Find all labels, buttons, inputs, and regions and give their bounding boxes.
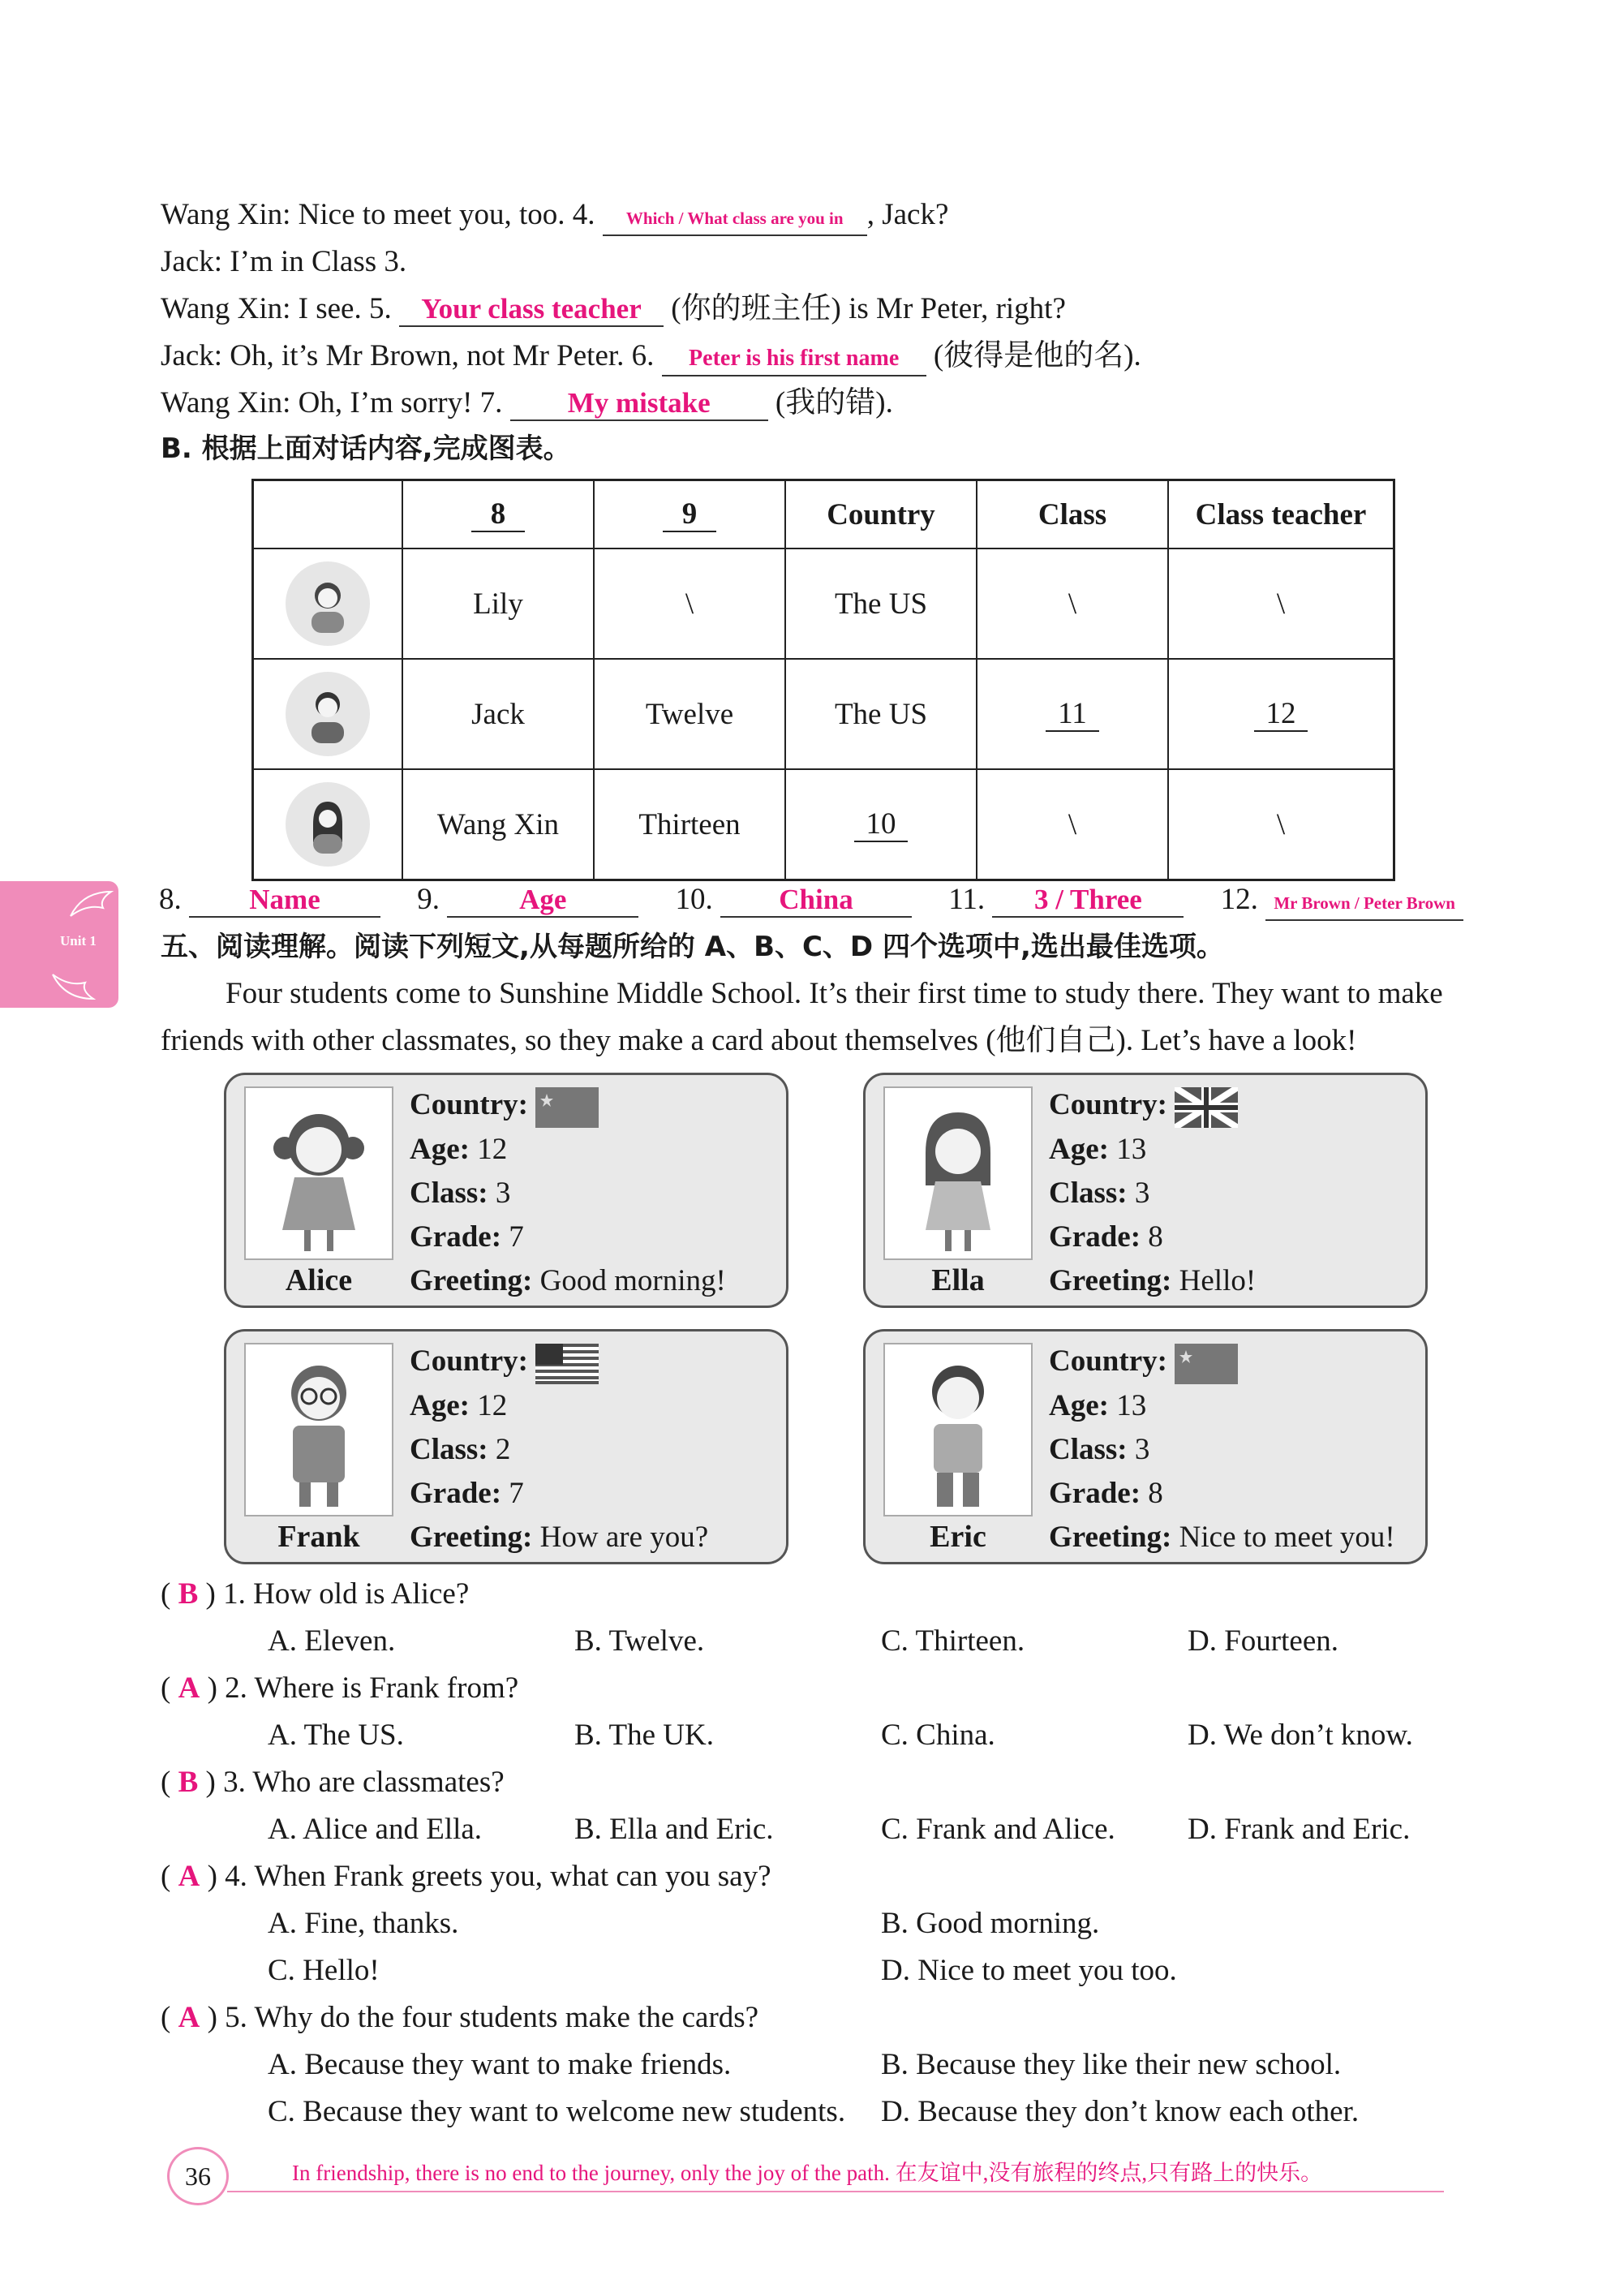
option: A. Alice and Ella.: [268, 1813, 483, 1846]
card-greeting: Nice to meet you!: [1179, 1520, 1395, 1554]
option: C. Because they want to welcome new students.: [268, 2095, 846, 2128]
option: D. Because they don’t know each other.: [881, 2095, 1360, 2128]
cell-teacher: \: [1168, 769, 1394, 880]
option: D. Fourteen.: [1188, 1624, 1338, 1658]
card-grade: 8: [1148, 1476, 1163, 1510]
option: C. China.: [881, 1719, 995, 1752]
blank-11: 11: [1046, 698, 1099, 732]
option: C. Thirteen.: [881, 1624, 1025, 1658]
card-name: Alice: [285, 1263, 353, 1297]
answer-10: China: [720, 884, 912, 918]
card-age: 12: [477, 1132, 508, 1166]
answer-12: Mr Brown / Peter Brown: [1265, 887, 1463, 921]
answer-7: My mistake: [510, 387, 768, 421]
student-card-ella: Ella Country: Age: 13 Class: 3 Grade: 8 Greeting: Hello!: [863, 1073, 1428, 1308]
table-header-row: [253, 480, 1394, 549]
question-3: ( B ) 3. Who are classmates?: [161, 1766, 505, 1799]
card-class: 2: [495, 1432, 511, 1466]
option: C. Frank and Alice.: [881, 1813, 1115, 1846]
info-table: [251, 479, 1395, 881]
wing-icon: [49, 970, 97, 1003]
option: D. Frank and Eric.: [1188, 1813, 1411, 1846]
cell-class: \: [977, 769, 1168, 880]
cell-country: The US: [785, 659, 977, 769]
card-class: 3: [1134, 1176, 1150, 1210]
answer-8: Name: [189, 884, 380, 918]
option: A. The US.: [268, 1719, 404, 1752]
option: B. Because they like their new school.: [881, 2048, 1342, 2081]
card-greeting: How are you?: [539, 1520, 709, 1554]
cell-name: Jack: [402, 659, 594, 769]
dialogue-line-4: Wang Xin: Nice to meet you, too. 4. Which / What class are you in , Jack?: [161, 195, 948, 236]
alice-picture-icon: [244, 1086, 393, 1260]
card-grade: 7: [509, 1220, 524, 1254]
cell-class: \: [977, 548, 1168, 659]
page-number: 36: [167, 2147, 229, 2205]
option: A. Eleven.: [268, 1624, 396, 1658]
card-grade: 7: [509, 1476, 524, 1510]
blank-12: 12: [1254, 698, 1308, 732]
dialogue-line-jack-class: Jack: I’m in Class 3.: [161, 245, 407, 278]
dialogue-line-5: Wang Xin: I see. 5. Your class teacher (你的班主任) is Mr Peter, right?: [161, 292, 1066, 325]
card-class: 3: [1134, 1432, 1150, 1466]
question-5: ( A ) 5. Why do the four students make the cards?: [161, 2001, 759, 2034]
unit-label: Unit 1: [60, 933, 97, 949]
header-class: Class: [977, 480, 1168, 549]
wing-icon: [67, 888, 115, 920]
answer-9: Age: [447, 884, 638, 918]
header-country: Country: [785, 480, 977, 549]
frank-picture-icon: [244, 1343, 393, 1516]
header-8: 8: [471, 498, 525, 532]
option: D. We don’t know.: [1188, 1719, 1413, 1752]
card-greeting: Good morning!: [539, 1263, 726, 1297]
answers-row: 8. Name 9. Age 10. China 11. 3 / Three 12. Mr Brown / Peter Brown: [159, 880, 1463, 921]
header-blank: [253, 480, 403, 549]
option: C. Hello!: [268, 1954, 380, 1987]
girl-avatar-icon: [286, 561, 370, 646]
cell-age: Thirteen: [594, 769, 785, 880]
answer-6: Peter is his first name: [662, 342, 926, 376]
card-greeting: Hello!: [1179, 1263, 1257, 1297]
china-flag-icon: [535, 1087, 599, 1128]
card-name: Ella: [931, 1263, 985, 1297]
table-row: [253, 659, 1394, 769]
option: B. The UK.: [574, 1719, 714, 1752]
card-name: Eric: [930, 1520, 986, 1554]
section-5-title: 五、阅读理解。阅读下列短文,从每题所给的 A、B、C、D 四个选项中,选出最佳选项。: [161, 931, 1224, 963]
student-card-frank: Frank Country: Age: 12 Class: 2 Grade: 7 Greeting: How are you?: [224, 1329, 788, 1564]
card-age: 13: [1116, 1388, 1147, 1422]
card-age: 13: [1116, 1132, 1147, 1166]
footer-quote: In friendship, there is no end to the journey, only the joy of the path. 在友谊中,没有旅程的终点,只有路上的快乐。: [292, 2161, 1323, 2185]
cell-teacher: \: [1168, 548, 1394, 659]
cell-age: \: [594, 548, 785, 659]
card-name: Frank: [277, 1520, 360, 1554]
china-flag-icon: [1175, 1344, 1238, 1384]
option: B. Good morning.: [881, 1907, 1100, 1940]
unit-side-tab: [0, 881, 118, 1008]
card-age: 12: [477, 1388, 508, 1422]
question-2: ( A ) 2. Where is Frank from?: [161, 1671, 519, 1705]
option: B. Ella and Eric.: [574, 1813, 774, 1846]
student-card-alice: Alice Country: Age: 12 Class: 3 Grade: 7 Greeting: Good morning!: [224, 1073, 788, 1308]
cell-country: The US: [785, 548, 977, 659]
card-class: 3: [495, 1176, 511, 1210]
option: A. Fine, thanks.: [268, 1907, 459, 1940]
girl-avatar-icon: [286, 782, 370, 867]
answer-11: 3 / Three: [992, 884, 1184, 918]
uk-flag-icon: [1175, 1087, 1238, 1128]
table-row: [253, 769, 1394, 880]
question-4: ( A ) 4. When Frank greets you, what can you say?: [161, 1860, 771, 1893]
boy-avatar-icon: [286, 672, 370, 756]
footer-divider: [227, 2191, 1444, 2192]
dialogue-line-6: Jack: Oh, it’s Mr Brown, not Mr Peter. 6. Peter is his first name (彼得是他的名).: [161, 336, 1141, 376]
passage-line-2: friends with other classmates, so they make a card about themselves (他们自己). Let’s have a look!: [161, 1024, 1357, 1057]
us-flag-icon: [535, 1344, 599, 1384]
ella-picture-icon: [883, 1086, 1033, 1260]
section-b-title: B. 根据上面对话内容,完成图表。: [161, 432, 571, 465]
option: B. Twelve.: [574, 1624, 705, 1658]
blank-10: 10: [854, 808, 908, 842]
option: D. Nice to meet you too.: [881, 1954, 1177, 1987]
cell-name: Lily: [402, 548, 594, 659]
cell-name: Wang Xin: [402, 769, 594, 880]
option: A. Because they want to make friends.: [268, 2048, 732, 2081]
table-row: [253, 548, 1394, 659]
eric-picture-icon: [883, 1343, 1033, 1516]
answer-5: Your class teacher: [399, 293, 664, 327]
answer-4: Which / What class are you in: [603, 202, 867, 236]
card-grade: 8: [1148, 1220, 1163, 1254]
question-1: ( B ) 1. How old is Alice?: [161, 1577, 470, 1611]
passage-line-1: Four students come to Sunshine Middle School. It’s their first time to study there. They want to make: [226, 977, 1443, 1010]
dialogue-line-7: Wang Xin: Oh, I’m sorry! 7. My mistake (我的错).: [161, 386, 893, 419]
header-9: 9: [663, 498, 716, 532]
header-class-teacher: Class teacher: [1168, 480, 1394, 549]
student-card-eric: Eric Country: Age: 13 Class: 3 Grade: 8 Greeting: Nice to meet you!: [863, 1329, 1428, 1564]
cell-age: Twelve: [594, 659, 785, 769]
